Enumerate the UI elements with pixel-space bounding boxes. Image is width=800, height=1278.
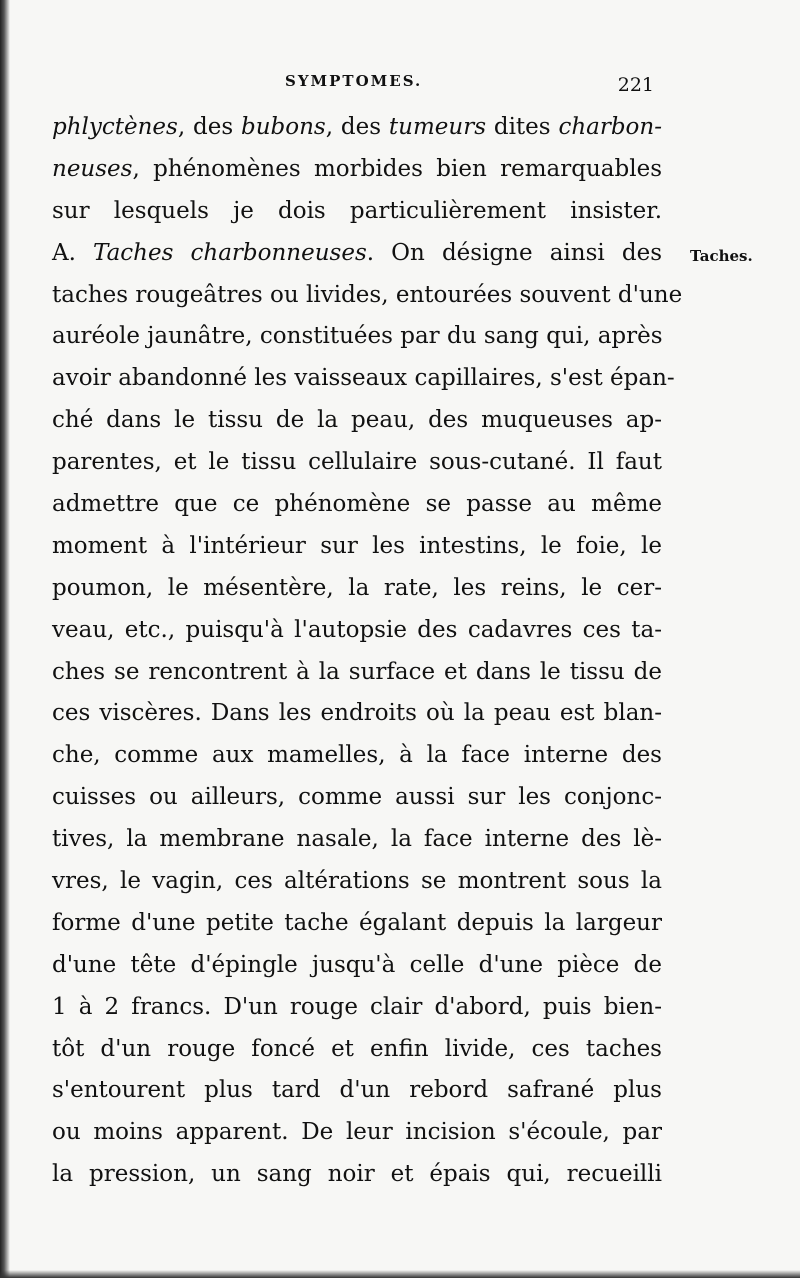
text-run: ou moins apparent. De leur incision s'écoule, par: [52, 1119, 662, 1146]
text-line: [52, 945, 662, 987]
text-line: [52, 1070, 662, 1112]
text-line: [52, 987, 662, 1029]
text-line: [52, 191, 662, 233]
text-run: la pression, un sang noir et épais qui, recueilli: [52, 1161, 662, 1188]
page-number: 221: [617, 74, 654, 96]
text-run: avoir abandonné les vaisseaux capillaires, s'est épan-: [52, 365, 675, 392]
italic-term: charbon-: [558, 114, 662, 140]
text-line: [52, 442, 662, 484]
text-run: . On désigne ainsi des: [366, 239, 662, 266]
italic-term: neuses: [52, 155, 133, 182]
text-line: [52, 861, 662, 903]
text-run: cuisses ou ailleurs, comme aussi sur les conjonc-: [52, 784, 662, 811]
text-run: vres, le vagin, ces altérations se montrent sous la: [52, 868, 662, 895]
text-line: [52, 777, 662, 819]
italic-term: Taches charbonneuses: [93, 239, 367, 266]
text-line: [52, 568, 662, 610]
text-line: [52, 107, 662, 149]
text-run: d'une tête d'épingle jusqu'à celle d'une pièce de: [52, 951, 662, 978]
text-run: ché dans le tissu de la peau, des muqueuses ap-: [52, 407, 662, 434]
text-line: [52, 526, 662, 568]
text-run: ches se rencontrent à la surface et dans le tissu de: [52, 658, 662, 685]
body-text: [52, 107, 683, 1196]
text-run: ces viscères. Dans les endroits où la peau est blan-: [52, 700, 662, 727]
text-run: 1 à 2 francs. D'un rouge clair d'abord, puis bien-: [52, 993, 662, 1020]
text-run: poumon, le mésentère, la rate, les reins, le cer-: [52, 574, 662, 601]
text-line: [52, 1154, 662, 1196]
text-run: sur lesquels je dois particulièrement insister.: [52, 197, 662, 224]
text-run: moment à l'intérieur sur les intestins, le foie, le: [52, 532, 662, 559]
text-line: [52, 316, 662, 358]
text-run: , des: [177, 114, 242, 140]
text-line: [52, 1029, 662, 1071]
text-line: [52, 610, 662, 652]
text-run: forme d'une petite tache égalant depuis la largeur: [52, 909, 662, 936]
text-line: [52, 819, 662, 861]
text-line: [52, 735, 662, 777]
text-run: che, comme aux mamelles, à la face interne des: [52, 742, 662, 769]
text-line: [52, 358, 675, 400]
text-run: veau, etc., puisqu'à l'autopsie des cadavres ces ta-: [52, 616, 662, 643]
text-line: [52, 1112, 662, 1154]
text-run: dites: [486, 114, 559, 140]
text-line: [52, 693, 662, 735]
text-line: [52, 903, 662, 945]
text-line: [52, 652, 662, 694]
text-line: [52, 149, 662, 191]
text-run: tives, la membrane nasale, la face interne des lè-: [52, 826, 662, 853]
text-line: [52, 275, 683, 317]
text-run: taches rougeâtres ou livides, entourées souvent d'une: [52, 281, 683, 308]
margin-note: Taches.: [690, 247, 753, 265]
text-run: A.: [52, 239, 94, 266]
text-line: [52, 484, 662, 526]
text-run: s'entourent plus tard d'un rebord safrané plus: [52, 1077, 662, 1104]
running-head: SYMPTOMES.: [285, 72, 423, 90]
text-run: , des: [325, 114, 389, 140]
text-run: tôt d'un rouge foncé et enfin livide, ces taches: [52, 1035, 662, 1062]
text-run: parentes, et le tissu cellulaire sous-cutané. Il faut: [52, 449, 662, 476]
italic-term: phlyctènes: [52, 114, 178, 140]
text-run: , phénomènes morbides bien remarquables: [132, 155, 662, 182]
text-run: admettre que ce phénomène se passe au même: [52, 491, 662, 518]
text-line: [52, 400, 662, 442]
italic-term: bubons: [241, 114, 326, 140]
text-run: auréole jaunâtre, constituées par du sang qui, après: [52, 323, 663, 350]
italic-term: tumeurs: [388, 114, 486, 140]
text-line: [52, 233, 662, 275]
